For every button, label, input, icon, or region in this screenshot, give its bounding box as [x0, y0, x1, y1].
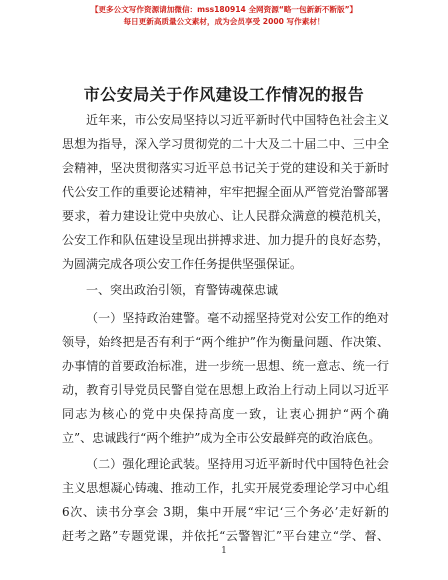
text-line: 近年来，市公安局坚持以习近平新时代中国特色社会主义	[86, 113, 389, 127]
text-line: 立”、忠诚践行“两个维护”成为全市公安最鲜亮的政治底色。	[62, 431, 381, 445]
text-line: 公安工作和队伍建设呈现出拼搏求进、加力提升的良好态势，	[62, 233, 389, 247]
text-line: 动，教育引导党员民警自觉在思想上政治上行动上同以习近平	[62, 383, 389, 397]
text-line: 主义思想凝心铸魂、推动工作，扎实开展党委理论学习中心组	[62, 481, 389, 495]
text-line: 办事情的首要政治标准，进一步统一思想、统一意志、统一行	[62, 359, 389, 373]
text-line: 领导，始终把是否有利于“两个维护”作为衡量问题、作决策、	[62, 335, 389, 349]
text-line: 同志为核心的党中央保持高度一致，让衷心拥护“两个确	[62, 407, 389, 421]
text-line: 赶考之路”专题党课，并依托“云警智汇”平台建立“学、督、	[62, 529, 389, 543]
text-line: 为圆满完成各项公安工作任务提供坚强保证。	[62, 257, 303, 271]
text-line: 要求，着力建设让党中央放心、让人民群众满意的模范机关，	[62, 209, 389, 223]
text-line: 会精神，坚决贯彻落实习近平总书记关于党的建设和关于新时	[62, 161, 389, 175]
text-line: 代公安工作的重要论述精神，牢牢把握全面从严管党治警部署	[62, 185, 389, 199]
text-line: 6次、读书分享会 3期，集中开展“牢记‘三个务必’走好新的	[62, 505, 389, 519]
document-title: 市公安局关于作风建设工作情况的报告	[83, 85, 365, 104]
promo-banner	[0, 4, 448, 28]
paragraph-1	[62, 306, 389, 450]
section-heading-1: 一、突出政治引领，育警铸魂葆忠诚	[86, 283, 279, 297]
promo-banner-line-1: 【更多公文写作资源请加微信：mss180914 全网资源“略一包新新不断版”】	[90, 5, 358, 14]
intro-paragraph	[62, 108, 389, 276]
text-line: 思想为指导，深入学习贯彻党的二十大及二十届二中、三中全	[62, 137, 389, 151]
promo-banner-line-2: 每日更新高质量公文素材，成为会员享受 2000 写作素材！	[123, 17, 325, 26]
page-number: 1	[221, 546, 227, 556]
text-line: （一）坚持政治建警。毫不动摇坚持党对公安工作的绝对	[86, 311, 389, 325]
text-line: （二）强化理论武装。坚持用习近平新时代中国特色社会	[86, 457, 389, 471]
paragraph-2	[62, 452, 389, 548]
